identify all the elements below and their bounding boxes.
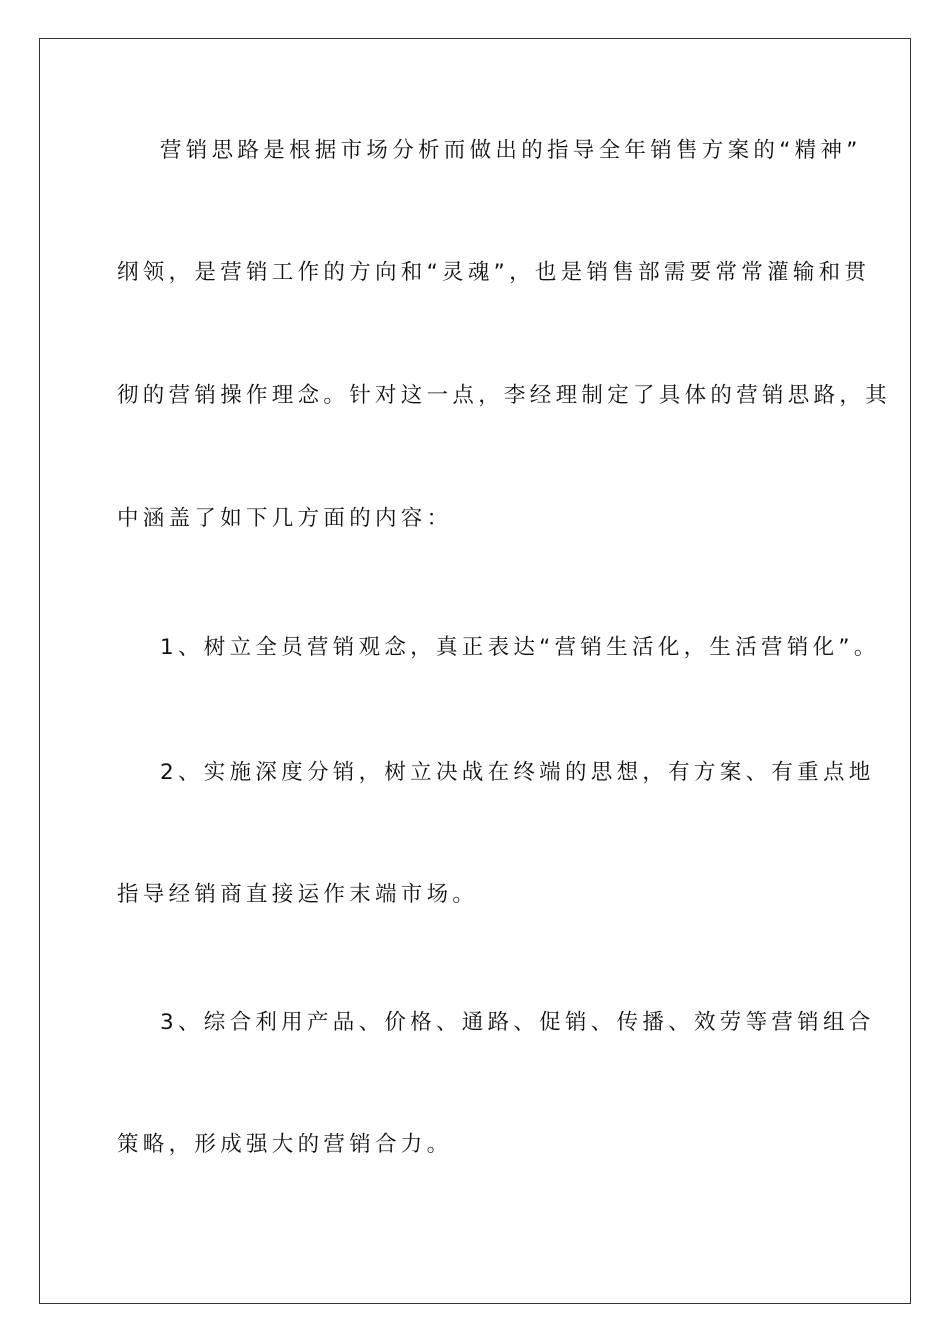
paragraph-1-line-1: 营销思路是根据市场分析而做出的指导全年销售方案的“精神”	[160, 138, 862, 163]
paragraph-2-line-1: 1、树立全员营销观念，真正表达“营销生活化，生活营销化”。	[160, 635, 880, 660]
paragraph-3-line-2: 指导经销商直接运作末端市场。	[117, 882, 479, 907]
paragraph-1-line-3: 彻的营销操作理念。针对这一点，李经理制定了具体的营销思路，其	[117, 383, 892, 408]
page-frame	[39, 38, 911, 1304]
paragraph-4-line-2: 策略，形成强大的营销合力。	[117, 1132, 453, 1157]
paragraph-4-line-1: 3、综合利用产品、价格、通路、促销、传播、效劳等营销组合	[160, 1010, 875, 1035]
paragraph-1-line-2: 纲领，是营销工作的方向和“灵魂”，也是销售部需要常常灌输和贯	[117, 260, 871, 285]
paragraph-1-line-4: 中涵盖了如下几方面的内容：	[117, 506, 453, 531]
paragraph-3-line-1: 2、实施深度分销，树立决战在终端的思想，有方案、有重点地	[160, 760, 875, 785]
